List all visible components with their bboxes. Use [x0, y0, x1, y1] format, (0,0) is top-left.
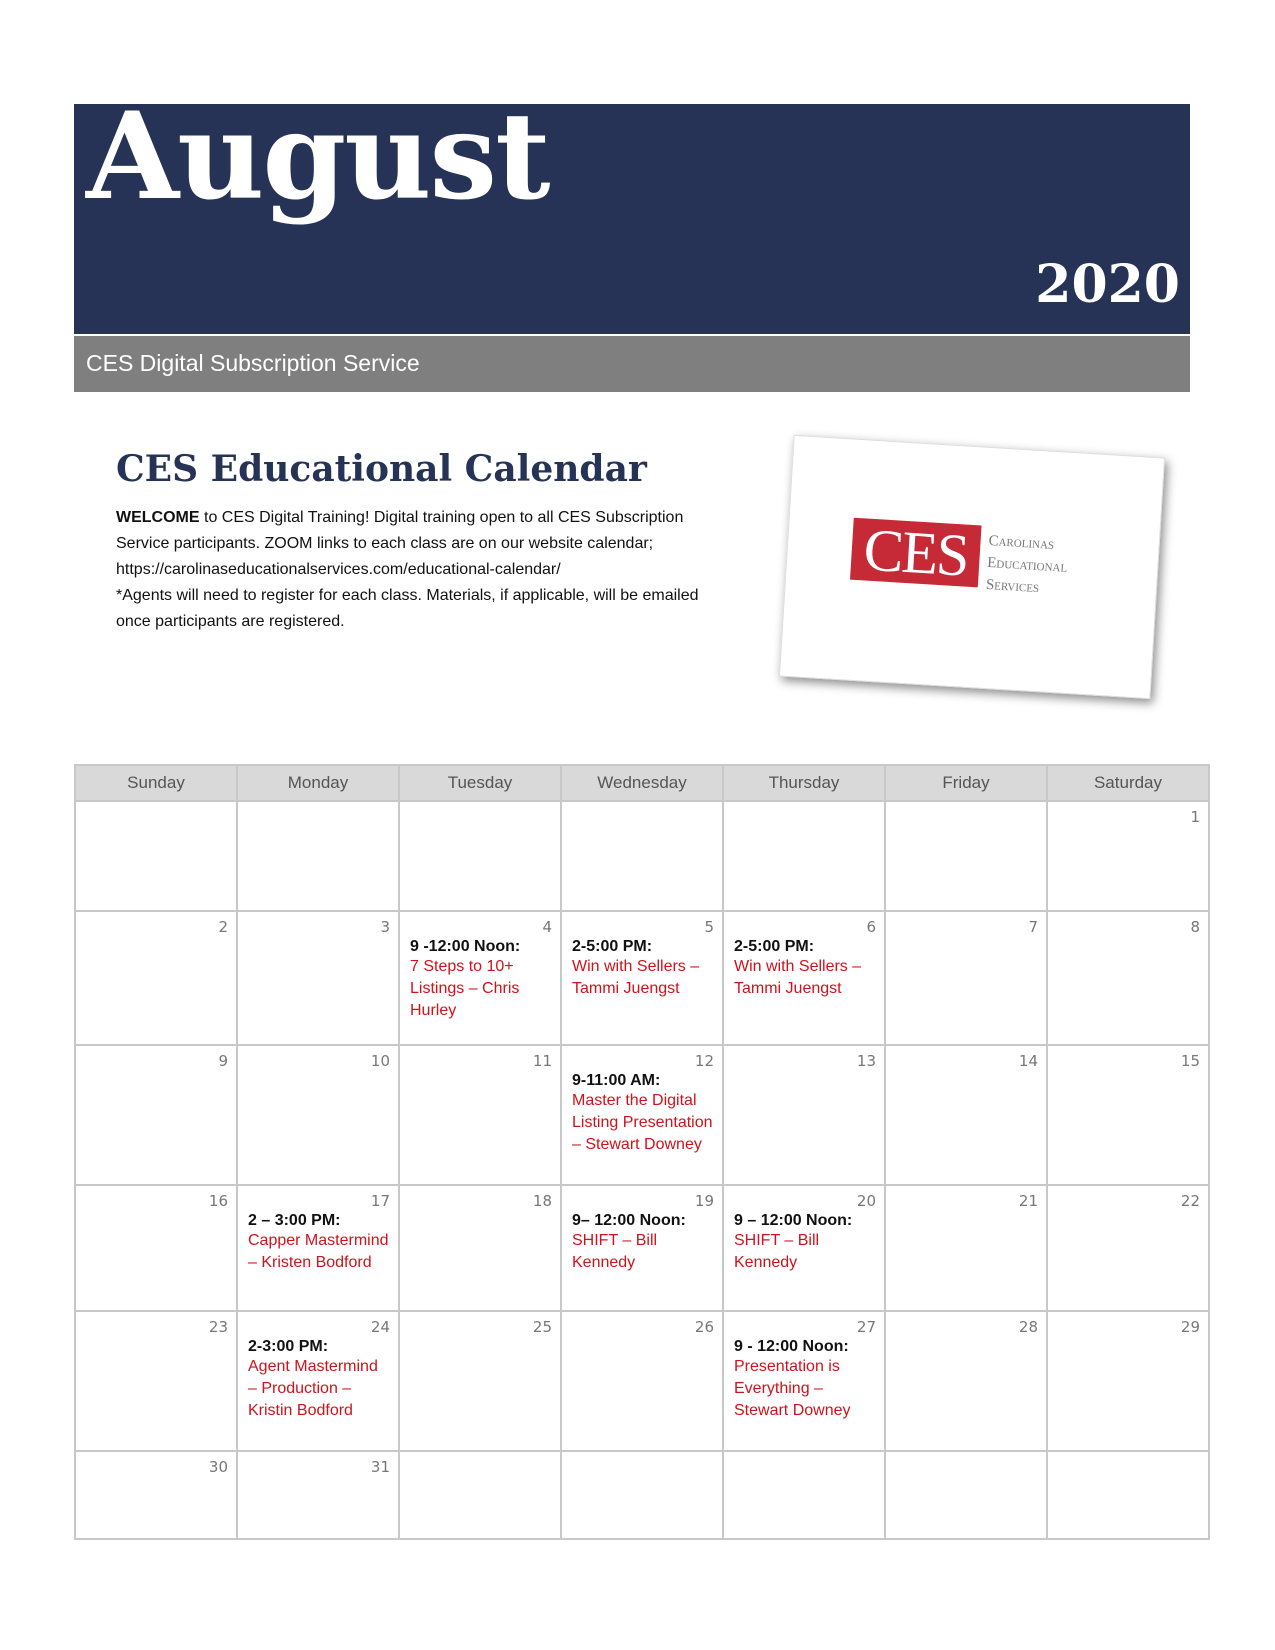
- day-cell-content: [886, 1452, 1046, 1538]
- ces-logo-words: [985, 530, 1069, 601]
- calendar-week-row: [75, 1311, 1209, 1451]
- header-banner: [74, 86, 1190, 334]
- day-number: 2: [218, 918, 228, 936]
- day-cell-content: [238, 912, 398, 1044]
- day-cell-content: [400, 1186, 560, 1310]
- calendar-day-cell[interactable]: [723, 911, 885, 1045]
- day-number: 22: [1180, 1192, 1200, 1210]
- day-cell-content: [886, 912, 1046, 1044]
- day-cell-content: [886, 1046, 1046, 1184]
- day-number: 4: [542, 918, 552, 936]
- day-cell-content: [238, 1312, 398, 1450]
- day-number: 14: [1018, 1052, 1038, 1070]
- registration-note: *Agents will need to register for each class. Materials, if applicable, will be emailed once participants are registered.: [116, 587, 699, 630]
- event-title[interactable]: Agent Mastermind – Production – Kristin Bodford: [248, 1358, 378, 1419]
- website-url[interactable]: https://carolinaseducationalservices.com/educational-calendar/: [116, 561, 561, 578]
- day-cell-content: [238, 1186, 398, 1310]
- day-number: 12: [694, 1052, 714, 1070]
- day-cell-content: [1048, 1046, 1208, 1184]
- day-cell-content: [724, 1046, 884, 1184]
- calendar-day-cell[interactable]: [75, 1045, 237, 1185]
- weekday-header: Saturday: [1047, 765, 1209, 801]
- day-cell-content: [562, 1312, 722, 1450]
- day-cell-content: [400, 912, 560, 1044]
- day-number: 8: [1190, 918, 1200, 936]
- day-cell-content: [886, 1186, 1046, 1310]
- event-title[interactable]: 7 Steps to 10+ Listings – Chris Hurley: [410, 958, 520, 1019]
- day-cell-content: [76, 802, 236, 910]
- day-number: 26: [694, 1318, 714, 1336]
- day-cell-content: [238, 802, 398, 910]
- event-title[interactable]: Win with Sellers – Tammi Juengst: [572, 958, 700, 997]
- event-time: 9 – 12:00 Noon:: [734, 1212, 853, 1229]
- calendar-week-row: [75, 1185, 1209, 1311]
- day-number: [896, 1458, 1038, 1476]
- event-time: 2-5:00 PM:: [572, 938, 653, 955]
- event-time: 2 – 3:00 PM:: [248, 1212, 341, 1229]
- day-number: 5: [704, 918, 714, 936]
- intro-paragraph: [116, 505, 736, 557]
- calendar-day-cell[interactable]: [1047, 801, 1209, 911]
- weekday-header: Friday: [885, 765, 1047, 801]
- calendar-day-cell[interactable]: [237, 801, 399, 911]
- day-number: 29: [1180, 1318, 1200, 1336]
- day-number: 27: [856, 1318, 876, 1336]
- day-number: 7: [1028, 918, 1038, 936]
- day-cell-content: [886, 1312, 1046, 1450]
- event-title[interactable]: Capper Mastermind – Kristen Bodford: [248, 1232, 389, 1271]
- day-cell-content: [76, 1312, 236, 1450]
- logo-line-1: Carolinas: [988, 532, 1055, 553]
- event-time: 9-11:00 AM:: [572, 1072, 661, 1089]
- day-cell-content: [562, 912, 722, 1044]
- day-number: 15: [1180, 1052, 1200, 1070]
- weekday-header: Wednesday: [561, 765, 723, 801]
- day-cell-content: [400, 802, 560, 910]
- calendar-day-cell[interactable]: [885, 1451, 1047, 1539]
- day-number: 10: [370, 1052, 390, 1070]
- day-number: 18: [532, 1192, 552, 1210]
- day-number: [1058, 1458, 1200, 1476]
- calendar-week-row: [75, 1045, 1209, 1185]
- day-number: 21: [1018, 1192, 1038, 1210]
- calendar-day-cell[interactable]: [561, 911, 723, 1045]
- welcome-bold: WELCOME: [116, 509, 200, 526]
- event-time: 9 - 12:00 Noon:: [734, 1338, 849, 1355]
- day-number: 1: [1190, 808, 1200, 826]
- day-cell-content: [400, 1452, 560, 1538]
- calendar-day-cell[interactable]: [399, 1045, 561, 1185]
- calendar-day-cell[interactable]: [561, 1185, 723, 1311]
- calendar-day-cell[interactable]: [561, 801, 723, 911]
- calendar-day-cell[interactable]: [399, 1185, 561, 1311]
- day-number: [734, 808, 876, 826]
- day-cell-content: [724, 912, 884, 1044]
- calendar-day-cell[interactable]: [237, 1451, 399, 1539]
- weekday-header: Tuesday: [399, 765, 561, 801]
- day-number: 13: [856, 1052, 876, 1070]
- calendar-day-cell[interactable]: [237, 911, 399, 1045]
- event-title[interactable]: Win with Sellers – Tammi Juengst: [734, 958, 862, 997]
- day-number: 25: [532, 1318, 552, 1336]
- day-cell-content: [1048, 802, 1208, 910]
- day-number: 24: [370, 1318, 390, 1336]
- day-number: 11: [532, 1052, 552, 1070]
- subtitle: CES Digital Subscription Service: [86, 350, 420, 376]
- calendar-day-cell[interactable]: [885, 1311, 1047, 1451]
- calendar-day-cell[interactable]: [1047, 1311, 1209, 1451]
- day-cell-content: [1048, 912, 1208, 1044]
- calendar-day-cell[interactable]: [75, 1451, 237, 1539]
- day-cell-content: [238, 1452, 398, 1538]
- calendar-day-cell[interactable]: [885, 911, 1047, 1045]
- calendar-day-cell[interactable]: [1047, 1451, 1209, 1539]
- day-cell-content: [400, 1046, 560, 1184]
- day-number: [572, 808, 714, 826]
- day-cell-content: [1048, 1186, 1208, 1310]
- day-cell-content: [724, 802, 884, 910]
- calendar-day-cell[interactable]: [75, 1311, 237, 1451]
- day-cell-content: [562, 802, 722, 910]
- weekday-header-row: [75, 765, 1209, 801]
- day-cell-content: [76, 1186, 236, 1310]
- welcome-text: to CES Digital Training! Digital training open to all CES Subscription Service participants. ZOOM links to each class are on our website calendar;: [116, 509, 684, 552]
- ces-logo-letters: CES: [861, 515, 970, 589]
- calendar-day-cell[interactable]: [1047, 1045, 1209, 1185]
- event-title[interactable]: Presentation is Everything – Stewart Downey: [734, 1358, 851, 1419]
- calendar-day-cell[interactable]: [237, 1045, 399, 1185]
- calendar-day-cell[interactable]: [399, 801, 561, 911]
- calendar-day-cell[interactable]: [399, 911, 561, 1045]
- event-title[interactable]: SHIFT – Bill Kennedy: [572, 1232, 658, 1271]
- event-title[interactable]: Master the Digital Listing Presentation – Stewart Downey: [572, 1092, 713, 1153]
- day-cell-content: [562, 1452, 722, 1538]
- day-number: 17: [370, 1192, 390, 1210]
- day-cell-content: [562, 1046, 722, 1184]
- day-cell-content: [562, 1186, 722, 1310]
- event-time: 9 -12:00 Noon:: [410, 938, 521, 955]
- day-number: 16: [208, 1192, 228, 1210]
- subtitle-bar: [74, 336, 1190, 392]
- day-number: 30: [208, 1458, 228, 1476]
- calendar-day-cell[interactable]: [723, 801, 885, 911]
- event-title[interactable]: SHIFT – Bill Kennedy: [734, 1232, 820, 1271]
- day-cell-content: [238, 1046, 398, 1184]
- day-cell-content: [724, 1452, 884, 1538]
- day-number: 3: [380, 918, 390, 936]
- calendar-day-cell[interactable]: [885, 1185, 1047, 1311]
- calendar-day-cell[interactable]: [723, 1185, 885, 1311]
- day-number: 9: [218, 1052, 228, 1070]
- logo-line-2: Educational: [986, 554, 1068, 576]
- calendar-day-cell[interactable]: [723, 1311, 885, 1451]
- calendar-day-cell[interactable]: [723, 1045, 885, 1185]
- event-time: 2-5:00 PM:: [734, 938, 815, 955]
- day-number: [410, 808, 552, 826]
- day-number: [248, 808, 390, 826]
- calendar-day-cell[interactable]: [723, 1451, 885, 1539]
- calendar-day-cell[interactable]: [75, 1185, 237, 1311]
- day-cell-content: [76, 912, 236, 1044]
- calendar-day-cell[interactable]: [1047, 911, 1209, 1045]
- day-number: [896, 808, 1038, 826]
- day-cell-content: [76, 1452, 236, 1538]
- day-number: 20: [856, 1192, 876, 1210]
- day-number: 31: [370, 1458, 390, 1476]
- calendar-day-cell[interactable]: [885, 801, 1047, 911]
- calendar-day-cell[interactable]: [399, 1311, 561, 1451]
- weekday-header: Thursday: [723, 765, 885, 801]
- day-number: 6: [866, 918, 876, 936]
- calendar-body: [75, 801, 1209, 1539]
- day-cell-content: [724, 1186, 884, 1310]
- calendar-week-row: [75, 1451, 1209, 1539]
- event-time: 2-3:00 PM:: [248, 1338, 329, 1355]
- calendar-week-row: [75, 911, 1209, 1045]
- day-cell-content: [400, 1312, 560, 1450]
- day-number: 28: [1018, 1318, 1038, 1336]
- day-cell-content: [1048, 1312, 1208, 1450]
- calendar-day-cell[interactable]: [75, 801, 237, 911]
- month-calendar: [74, 764, 1210, 1540]
- calendar-day-cell[interactable]: [399, 1451, 561, 1539]
- calendar-day-cell[interactable]: [75, 911, 237, 1045]
- day-cell-content: [886, 802, 1046, 910]
- day-cell-content: [724, 1312, 884, 1450]
- day-number: 23: [208, 1318, 228, 1336]
- day-cell-content: [1048, 1452, 1208, 1538]
- calendar-day-cell[interactable]: [237, 1185, 399, 1311]
- calendar-day-cell[interactable]: [561, 1451, 723, 1539]
- day-cell-content: [76, 1046, 236, 1184]
- calendar-heading: CES Educational Calendar: [116, 448, 647, 490]
- day-number: [86, 808, 228, 826]
- day-number: [410, 1458, 552, 1476]
- calendar-day-cell[interactable]: [237, 1311, 399, 1451]
- event-time: 9– 12:00 Noon:: [572, 1212, 686, 1229]
- day-number: [572, 1458, 714, 1476]
- intro-text: [116, 505, 736, 635]
- ces-logo-card: [779, 435, 1165, 699]
- calendar-day-cell[interactable]: [561, 1311, 723, 1451]
- calendar-week-row: [75, 801, 1209, 911]
- weekday-header: Monday: [237, 765, 399, 801]
- calendar-day-cell[interactable]: [885, 1045, 1047, 1185]
- calendar-day-cell[interactable]: [1047, 1185, 1209, 1311]
- calendar-day-cell[interactable]: [561, 1045, 723, 1185]
- year-title: 2020: [1035, 254, 1180, 315]
- weekday-header: Sunday: [75, 765, 237, 801]
- month-title: August: [86, 86, 549, 227]
- day-number: 19: [694, 1192, 714, 1210]
- ces-logo-mark: [850, 515, 982, 589]
- logo-line-3: Services: [985, 576, 1040, 597]
- day-number: [734, 1458, 876, 1476]
